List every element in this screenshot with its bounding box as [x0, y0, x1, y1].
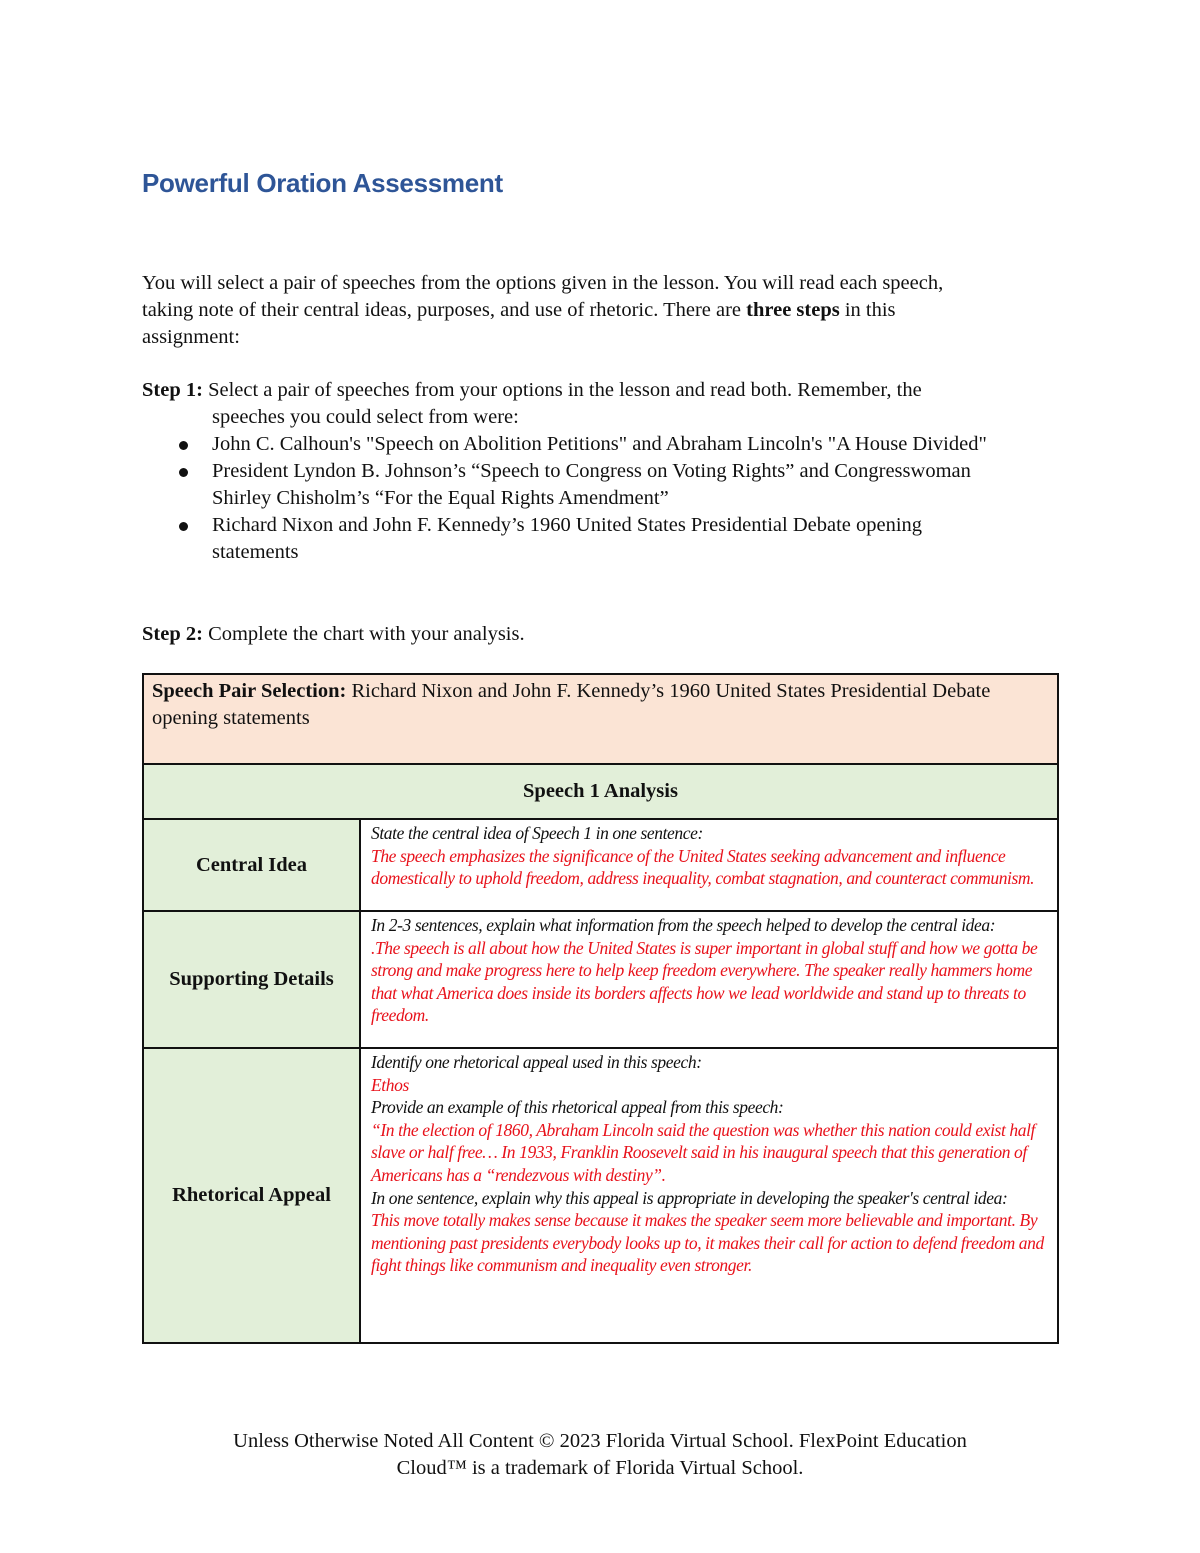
list-item [212, 512, 972, 566]
appeal-answer[interactable]: Ethos [371, 1074, 409, 1095]
bullet-icon [179, 441, 188, 450]
supporting-details-label: Supporting Details [143, 911, 360, 1048]
rhetorical-appeal-cell[interactable] [360, 1048, 1058, 1343]
supporting-details-cell[interactable] [360, 911, 1058, 1048]
intro-text: You will select a pair of speeches from the options given in the lesson. You will read each speech, taking note of their central ideas, purposes, and use of rhetoric. There are [142, 272, 944, 321]
explanation-prompt: In one sentence, explain why this appeal is appropriate in developing the speaker's central idea: [371, 1187, 1008, 1208]
central-idea-prompt: State the central idea of Speech 1 in one sentence: [371, 823, 703, 843]
option-text: John C. Calhoun's "Speech on Abolition Petitions" and Abraham Lincoln's "A House Divided" [212, 433, 987, 455]
supporting-details-answer[interactable]: .The speech is all about how the United States is super important in global stuff and how we gotta be strong and make progress here to help keep freedom everywhere. The speaker really hammers home that what America does inside its borders affects how we lead worldwide and stand up to threats to freedom. [371, 937, 1038, 1026]
bullet-icon [179, 522, 188, 531]
page-title: Powerful Oration Assessment [142, 168, 503, 198]
step-2-label: Step 2: [142, 623, 203, 645]
step-1-text: Select a pair of speeches from your options in the lesson and read both. Remember, the [202, 379, 922, 401]
central-idea-label: Central Idea [143, 819, 360, 911]
intro-tail: in this assignment: [142, 299, 896, 348]
rhetorical-appeal-label: Rhetorical Appeal [143, 1048, 360, 1343]
intro-bold: three steps [746, 299, 840, 321]
selection-value-2[interactable]: opening statements [152, 707, 310, 729]
selection-label: Speech Pair Selection: [152, 680, 347, 702]
list-item [212, 458, 972, 512]
analysis-chart [142, 673, 1059, 1344]
intro-paragraph [142, 270, 972, 351]
section-title: Speech 1 Analysis [143, 764, 1058, 819]
list-item [212, 431, 1032, 458]
step-1-label: Step 1: [142, 379, 203, 401]
bullet-icon [179, 468, 188, 477]
explanation-answer[interactable]: This move totally makes sense because it makes the speaker seem more believable and important. By mentioning past presidents everybody looks up to, it makes their call for action to defend freedom and fight things like communism and inequality even stronger. [371, 1210, 1044, 1276]
example-answer[interactable]: “In the election of 1860, Abraham Lincoln said the question was whether this nation could exist half slave or half free… In 1933, Franklin Roosevelt said in his inaugural speech that this generation of Americans has a “rendezvous with destiny”. [371, 1119, 1036, 1185]
step-1-continuation: speeches you could select from were: [212, 406, 519, 428]
example-prompt: Provide an example of this rhetorical appeal from this speech: [371, 1097, 784, 1118]
central-idea-answer[interactable]: The speech emphasizes the significance of the United States seeking advancement and influence domestically to uphold freedom, address inequality, combat stagnation, and counteract communism. [371, 845, 1035, 889]
speech-pair-selection [143, 674, 1058, 764]
selection-value[interactable]: Richard Nixon and John F. Kennedy’s 1960 United States Presidential Debate [346, 680, 991, 702]
central-idea-cell[interactable] [360, 819, 1058, 911]
appeal-prompt: Identify one rhetorical appeal used in this speech: [371, 1052, 702, 1072]
step-1 [142, 377, 1062, 566]
footer-line-2: Cloud™ is a trademark of Florida Virtual School. [396, 1457, 804, 1479]
footer [0, 1428, 1200, 1482]
speech-options-list [142, 431, 1062, 566]
footer-line-1: Unless Otherwise Noted All Content © 2023 Florida Virtual School. FlexPoint Education [233, 1430, 967, 1452]
option-text: President Lyndon B. Johnson’s “Speech to Congress on Voting Rights” and Congresswoman Shirley Chisholm’s “For the Equal Rights Amendment” [212, 460, 971, 509]
step-2-text: Complete the chart with your analysis. [202, 623, 525, 645]
option-text: Richard Nixon and John F. Kennedy’s 1960 United States Presidential Debate opening statements [212, 514, 923, 563]
step-2 [142, 621, 525, 648]
supporting-details-prompt: In 2-3 sentences, explain what information from the speech helped to develop the central idea: [371, 915, 996, 935]
